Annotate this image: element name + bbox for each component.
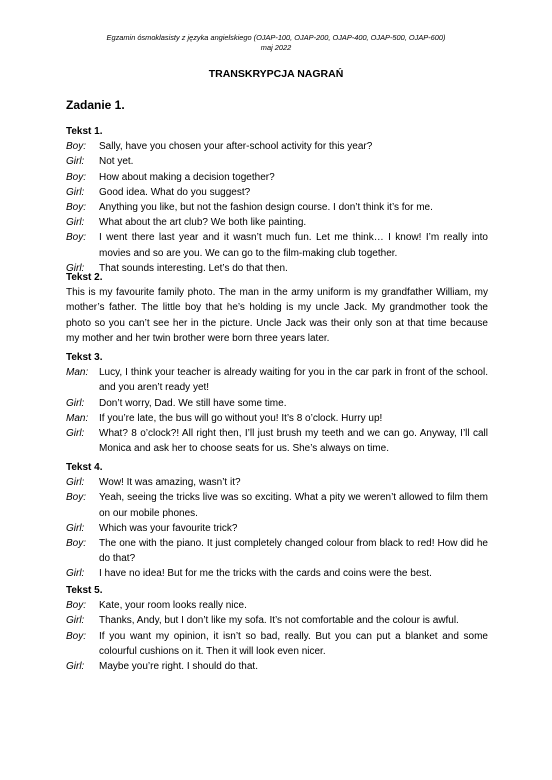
speaker: Boy: (66, 232, 87, 244)
dialogue-line (66, 598, 488, 613)
section-title: Tekst 2. (66, 272, 103, 283)
utterance: I went there last year and it wasn’t much fun. Let me think… I know! I’m really into movies and so are you. We can go to the film-making club together. (99, 232, 488, 259)
dialogue-line (66, 629, 488, 659)
utterance: Not yet. (99, 156, 134, 168)
utterance: What about the art club? We both like painting. (99, 217, 307, 229)
speaker: Girl: (66, 522, 85, 534)
dialogue-line (66, 659, 488, 674)
dialogue-line (66, 536, 488, 566)
dialogue-line (66, 365, 488, 395)
speaker: Man: (66, 412, 89, 424)
speaker: Girl: (66, 186, 85, 198)
utterance: Maybe you’re right. I should do that. (99, 661, 258, 673)
speaker: Boy: (66, 538, 87, 550)
speaker: Boy: (66, 600, 87, 612)
dialogue-line (66, 475, 488, 490)
speaker: Boy: (66, 171, 87, 183)
dialogue-line (66, 411, 488, 426)
dialogue-line (66, 139, 488, 154)
text-1-section (66, 124, 488, 276)
utterance: Kate, your room looks really nice. (99, 600, 247, 612)
utterance: Wow! It was amazing, wasn’t it? (99, 477, 241, 489)
dialogue-line (66, 426, 488, 456)
speaker: Girl: (66, 428, 85, 440)
utterance: The one with the piano. It just completely changed colour from black to red! How did he do that? (99, 538, 488, 565)
utterance: I have no idea! But for me the tricks with the cards and coins were the best. (99, 568, 432, 580)
utterance: That sounds interesting. Let’s do that then. (99, 262, 288, 274)
dialogue-line (66, 490, 488, 520)
text-3-section (66, 350, 488, 456)
utterance: Anything you like, but not the fashion design course. I don’t think it’s for me. (99, 202, 433, 214)
utterance: If you’re late, the bus will go without you! It’s 8 o’clock. Hurry up! (99, 412, 383, 424)
dialogue-line (66, 396, 488, 411)
speaker: Girl: (66, 397, 85, 409)
speaker: Boy: (66, 492, 87, 504)
speaker: Girl: (66, 661, 85, 673)
dialogue-line (66, 521, 488, 536)
speaker: Girl: (66, 568, 85, 580)
speaker: Girl: (66, 615, 85, 627)
exam-date: maj 2022 (260, 43, 292, 52)
speaker: Boy: (66, 202, 87, 214)
dialogue-line (66, 154, 488, 169)
page-title: TRANSKRYPCJA NAGRAŃ (208, 68, 344, 80)
section-title: Tekst 5. (66, 585, 103, 596)
dialogue-line (66, 200, 488, 215)
speaker: Girl: (66, 156, 85, 168)
utterance: Thanks, Andy, but I don’t like my sofa. It’s not comfortable and the colour is awful. (99, 615, 459, 627)
dialogue-line (66, 170, 488, 185)
monologue-paragraph: This is my favourite family photo. The man in the army uniform is my grandfather William, my mother’s father. The little boy that he’s holding is my uncle Jack. My grandmother took the photo so you can’t see her in the picture. Uncle Jack was their only son at that time because my mother and her twin brother were born three years later. (66, 287, 488, 344)
utterance: Don’t worry, Dad. We still have some time. (99, 397, 287, 409)
utterance: If you want my opinion, it isn’t so bad, really. But you can put a blanket and some colourful cushions on it. Then it will look even nicer. (99, 630, 488, 657)
dialogue-line (66, 185, 488, 200)
section-title: Tekst 4. (66, 462, 103, 473)
utterance: Lucy, I think your teacher is already waiting for you in the car park in front of the school. and you aren’t ready yet! (99, 367, 488, 394)
dialogue-line (66, 566, 488, 581)
dialogue-line (66, 215, 488, 230)
speaker: Boy: (66, 141, 87, 153)
text-4-section (66, 460, 488, 582)
text-5-section (66, 583, 488, 674)
utterance: Yeah, seeing the tricks live was so exciting. What a pity we weren’t allowed to film them on our mobile phones. (99, 492, 488, 519)
dialogue-line (66, 230, 488, 260)
section-title: Tekst 3. (66, 352, 103, 363)
speaker: Boy: (66, 630, 87, 642)
speaker: Girl: (66, 477, 85, 489)
utterance: How about making a decision together? (99, 171, 275, 183)
exam-header: Egzamin ósmoklasisty z języka angielskiego (OJAP-100, OJAP-200, OJAP-400, OJAP-500, OJAP-600) (106, 33, 446, 42)
utterance: What? 8 o’clock?! All right then, I’ll just brush my teeth and we can go. Anyway, I’ll call Monica and ask her to choose seats for us. She’s always on time. (99, 428, 488, 455)
utterance: Which was your favourite trick? (99, 522, 238, 534)
section-title: Tekst 1. (66, 126, 103, 137)
utterance: Sally, have you chosen your after-school activity for this year? (99, 141, 373, 153)
speaker: Girl: (66, 217, 85, 229)
task-heading: Zadanie 1. (66, 98, 125, 112)
text-2-section (66, 270, 488, 346)
utterance: Good idea. What do you suggest? (99, 186, 251, 198)
dialogue-line (66, 613, 488, 628)
speaker: Girl: (66, 262, 85, 274)
speaker: Man: (66, 367, 89, 379)
